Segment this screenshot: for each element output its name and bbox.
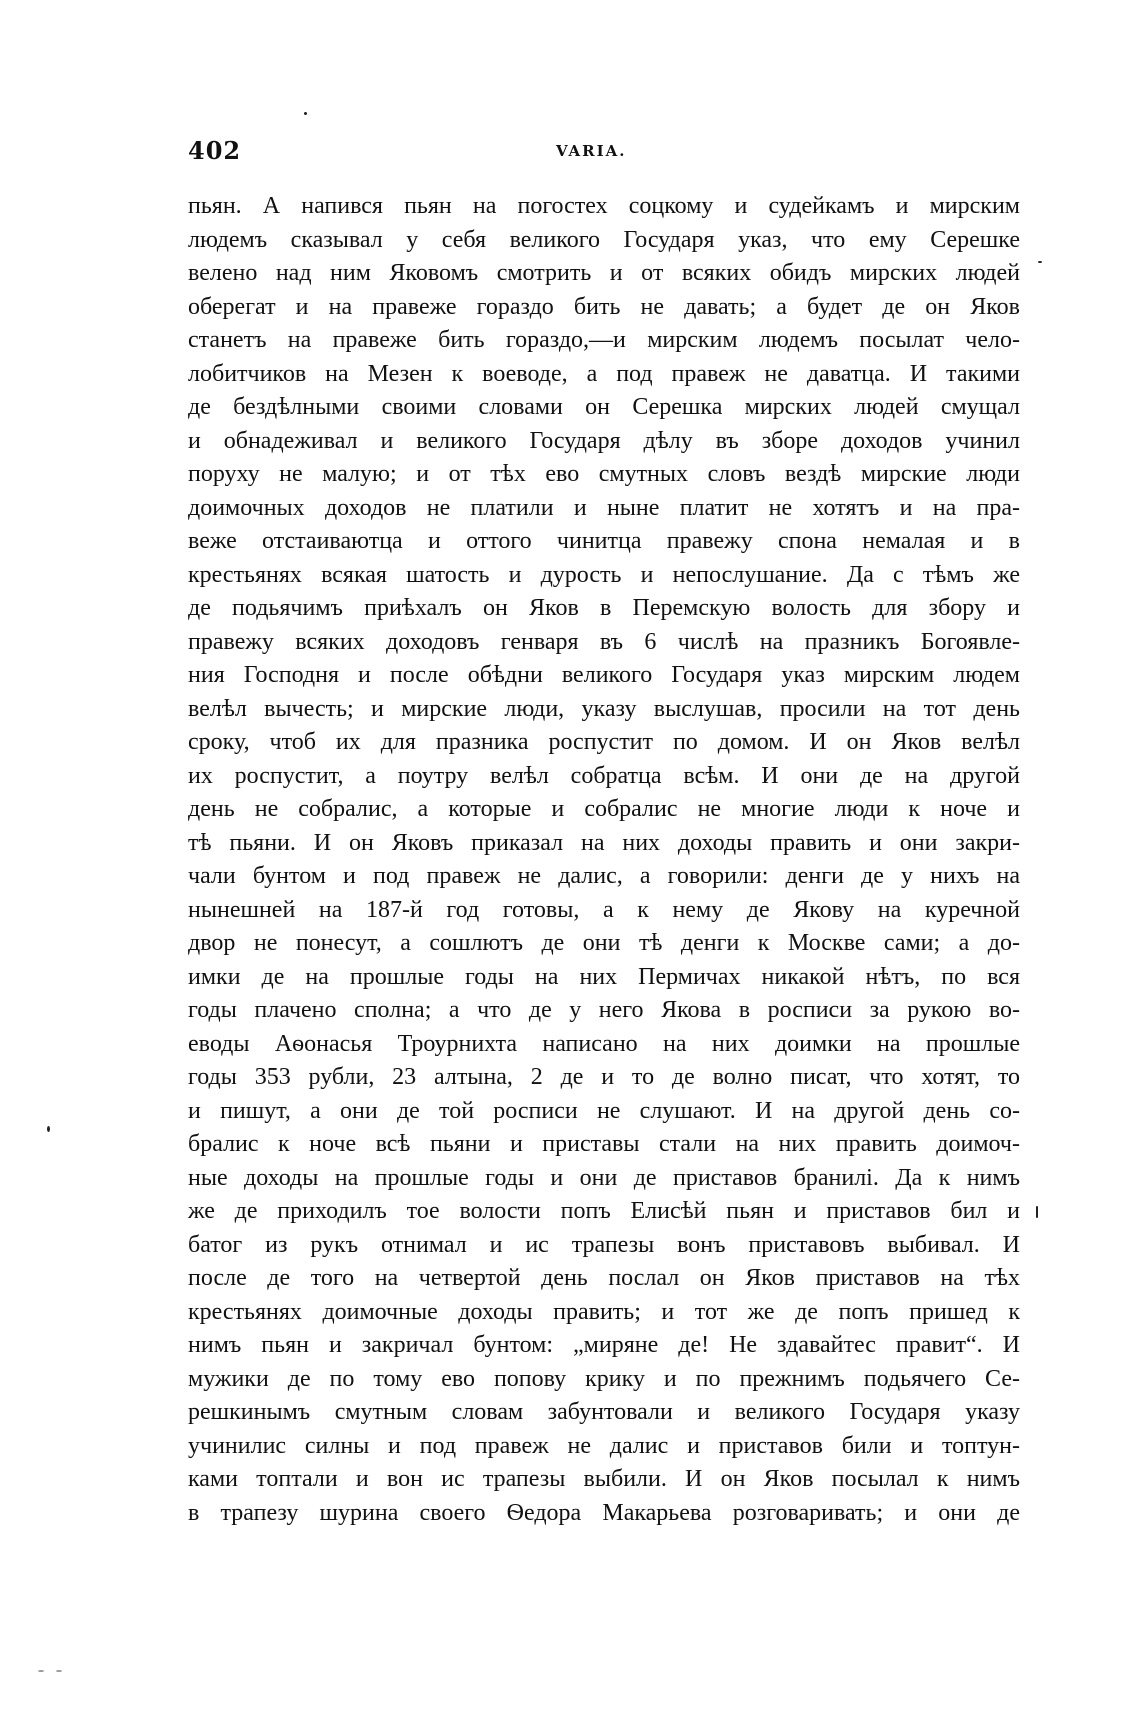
text-line: лобитчиков на Мезен к воеводе, а под правеж не даватца. И такими [188, 360, 1020, 387]
text-line: после де того на четвертой день послал он Яков приставов на тѣх [188, 1265, 1020, 1291]
ink-speck [56, 1670, 62, 1672]
text-line: доимочных доходов не платили и ныне платит не хотятъ и на пра- [188, 494, 1020, 521]
text-line: оберегат и на правеже гораздо бить не давать; а будет де он Яков [188, 293, 1020, 320]
running-head: VARIA. [556, 142, 627, 160]
text-line: учинилис силны и под правеж не далис и приставов били и топтун- [188, 1432, 1020, 1459]
text-line: ками топтали и вон ис трапезы выбили. И он Яков посылал к нимъ [188, 1466, 1020, 1492]
text-line: станетъ на правеже бить гораздо,—и мирским людемъ посылат чело- [188, 327, 1020, 353]
text-line: людемъ сказывал у себя великого Государя указ, что ему Серешке [188, 226, 1020, 253]
text-line: же де приходилъ тое волости попъ Елисѣй пьян и приставов бил и [188, 1198, 1020, 1224]
text-line: батог из рукъ отнимал и ис трапезы вонъ приставовъ выбивал. И [188, 1231, 1020, 1258]
text-line: крестьянях доимочные доходы править; и тот же де попъ пришед к [188, 1298, 1020, 1325]
text-line: пьян. А напився пьян на погостех соцкому и судейкамъ и мирским [188, 193, 1020, 219]
body-text [188, 190, 1020, 1530]
text-line: их роспустит, а поутру велѣл собратца всѣм. И они де на другой [188, 762, 1020, 789]
ink-speck [1036, 1206, 1038, 1218]
text-line: сроку, чтоб их для празника роспустит по домом. И он Яков велѣл [188, 729, 1020, 755]
text-line: де подьячимъ приѣхалъ он Яков в Перемскую волость для збору и [188, 595, 1020, 621]
text-line: решкинымъ смутным словам забунтовали и великого Государя указу [188, 1399, 1020, 1425]
text-line: велено над ним Яковомъ смотрить и от всяких обидъ мирских людей [188, 260, 1020, 286]
text-line: веже отстаиваютца и оттого чинитца правежу спона немалая и в [188, 528, 1020, 554]
ink-speck [38, 1670, 44, 1672]
text-line: мужики де по тому ево попову крику и по прежнимъ подьячего Се- [188, 1365, 1020, 1392]
text-line: еводы Аѳонасья Троурнихта написано на них доимки на прошлые [188, 1030, 1020, 1057]
text-line: тѣ пьяни. И он Яковъ приказал на них доходы править и они закри- [188, 829, 1020, 856]
page-header [188, 136, 1020, 176]
text-line: двор не понесут, а сошлютъ де они тѣ денги к Москве сами; а до- [188, 930, 1020, 956]
ink-speck [1038, 261, 1042, 263]
text-line: ния Господня и после обѣдни великого Государя указ мирским людем [188, 662, 1020, 688]
text-line: день не собралис, а которые и собралис не многие люди к ноче и [188, 796, 1020, 822]
text-line: и обнадеживал и великого Государя дѣлу въ зборе доходов учинил [188, 427, 1020, 454]
ink-speck [304, 112, 307, 115]
text-line: крестьянях всякая шатость и дурость и непослушание. Да с тѣмъ же [188, 561, 1020, 588]
text-line: годы плачено сполна; а что де у него Якова в росписи за рукою во- [188, 997, 1020, 1023]
text-line: бралис к ноче всѣ пьяни и приставы стали на них править доимоч- [188, 1131, 1020, 1157]
text-line: де бездѣлными своими словами он Серешка мирских людей смущал [188, 394, 1020, 420]
text-line: поруху не малую; и от тѣх ево смутных словъ вездѣ мирские люди [188, 461, 1020, 487]
text-line: чали бунтом и под правеж не далис, а говорили: денги де у нихъ на [188, 863, 1020, 889]
text-line: нынешней на 187-й год готовы, а к нему де Якову на куречной [188, 896, 1020, 923]
text-line: в трапезу шурина своего Ѳедора Макарьева розговаривать; и они де [188, 1499, 1020, 1526]
text-line: и пишут, а они де той росписи не слушают. И на другой день со- [188, 1097, 1020, 1124]
text-line: годы 353 рубли, 23 алтына, 2 де и то де волно писат, что хотят, то [188, 1064, 1020, 1090]
page-number: 402 [188, 136, 242, 165]
text-line: велѣл вычесть; и мирские люди, указу выслушав, просили на тот день [188, 695, 1020, 722]
ink-speck [47, 1126, 50, 1132]
text-line: правежу всяких доходовъ генваря въ 6 числѣ на празникъ Богоявле- [188, 628, 1020, 655]
text-line: ные доходы на прошлые годы и они де приставов бранилі. Да к нимъ [188, 1164, 1020, 1191]
text-line: нимъ пьян и закричал бунтом: „миряне де! Не здавайтес правит“. И [188, 1332, 1020, 1358]
text-line: имки де на прошлые годы на них Пермичах никакой нѣтъ, по вся [188, 963, 1020, 990]
